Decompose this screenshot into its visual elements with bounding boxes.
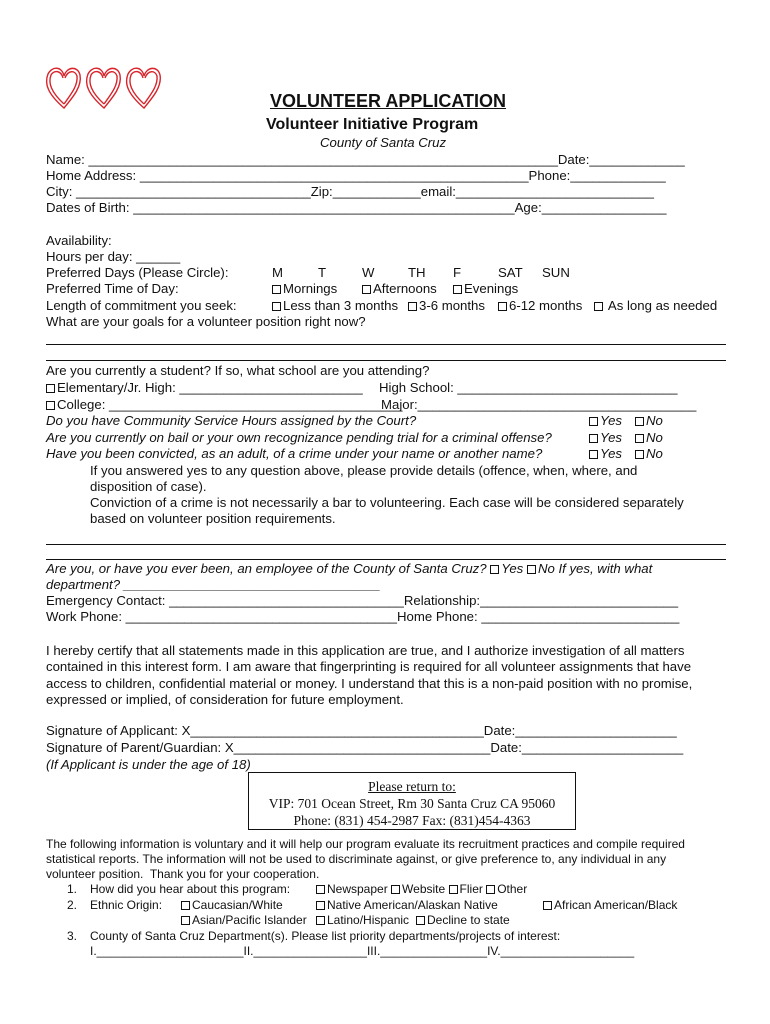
checkbox[interactable] [46, 401, 55, 410]
checkbox[interactable] [181, 916, 190, 925]
parent-signature-field[interactable]: Signature of Parent/Guardian: X___________________________________Date:______________________ [46, 740, 684, 755]
certify-line-1: I hereby certify that all statements made in this application are true, and I authorize investigation of all matters [46, 643, 685, 658]
certify-line-3: access to children, confidential material or money. I understand that this is a non-paid position with no promise, [46, 676, 693, 691]
q1-number: 1. [67, 882, 78, 896]
details-line-1[interactable] [46, 544, 726, 545]
commitment-long[interactable]: As long as needed [594, 298, 717, 314]
applicant-signature-field[interactable]: Signature of Applicant: X________________________________________Date:______________________ [46, 723, 677, 738]
bail-yes[interactable]: Yes [589, 430, 622, 446]
checkbox[interactable] [498, 302, 507, 311]
details-line-2[interactable] [46, 559, 726, 560]
checkbox[interactable] [589, 417, 598, 426]
department-field[interactable]: department? ___________________________________ [46, 577, 381, 592]
checkbox[interactable] [527, 565, 536, 574]
checkbox[interactable] [316, 885, 325, 894]
county-label: County of Santa Cruz [320, 135, 447, 150]
checkbox[interactable] [594, 302, 603, 311]
preferred-days-label: Preferred Days (Please Circle): [46, 265, 229, 280]
checkbox[interactable] [635, 434, 644, 443]
checkbox[interactable] [589, 450, 598, 459]
day-th[interactable]: TH [408, 265, 426, 280]
q3-number: 3. [67, 929, 78, 943]
checkbox[interactable] [635, 417, 644, 426]
bail-no[interactable]: No [635, 430, 663, 446]
time-mornings[interactable]: Mornings [272, 281, 337, 297]
ethnic-decline[interactable]: Decline to state [416, 913, 510, 928]
page-title: VOLUNTEER APPLICATION [270, 91, 507, 111]
ethnic-latino[interactable]: Latino/Hispanic [316, 913, 409, 928]
community-service-no[interactable]: No [635, 413, 663, 429]
q1-label: How did you hear about this program: [90, 882, 291, 896]
conviction-note-1: Conviction of a crime is not necessarily a bar to volunteering. Each case will be considered separately [90, 495, 684, 510]
page-subtitle: Volunteer Initiative Program [266, 116, 479, 133]
checkbox[interactable] [490, 565, 499, 574]
return-heading: Please return to: [368, 779, 456, 794]
q2-number: 2. [67, 898, 78, 912]
checkbox[interactable] [635, 450, 644, 459]
ethnic-asian[interactable]: Asian/Pacific Islander [181, 913, 307, 928]
checkbox[interactable] [449, 885, 458, 894]
checkbox[interactable] [589, 434, 598, 443]
age-note: (If Applicant is under the age of 18) [46, 757, 251, 772]
day-f[interactable]: F [453, 265, 462, 280]
details-instruction-1: If you answered yes to any question above, please provide details (offence, when, where, and [90, 463, 638, 478]
name-date-field[interactable]: Name: ________________________________________________________________Date:_____________ [46, 152, 685, 167]
return-address-box [248, 772, 576, 830]
high-school-field[interactable]: High School: ______________________________ [379, 380, 678, 395]
checkbox[interactable] [272, 302, 281, 311]
checkbox[interactable] [453, 285, 462, 294]
convicted-question: Have you been convicted, as an adult, of a crime under your name or another name? [46, 446, 543, 461]
preferred-time-label: Preferred Time of Day: [46, 281, 179, 296]
commitment-3-6[interactable]: 3-6 months [408, 298, 485, 314]
convicted-yes[interactable]: Yes [589, 446, 622, 462]
bail-question: Are you currently on bail or your own recognizance pending trial for a criminal offense? [46, 430, 552, 445]
return-phone: Phone: (831) 454-2987 Fax: (831)454-4363 [293, 813, 531, 828]
dob-age-field[interactable]: Dates of Birth: ____________________________________________________Age:_________________ [46, 200, 667, 215]
ethnic-native-american[interactable]: Native American/Alaskan Native [316, 898, 498, 913]
checkbox[interactable] [46, 384, 55, 393]
work-phone-field[interactable]: Work Phone: _____________________________________Home Phone: ___________________________ [46, 609, 680, 624]
certify-line-2: contained in this interest form. I am aware that fingerprinting is required for all volunteer assignments that have [46, 659, 692, 674]
community-service-yes[interactable]: Yes [589, 413, 622, 429]
day-sat[interactable]: SAT [498, 265, 523, 280]
employee-question: Are you, or have you ever been, an employee of the County of Santa Cruz? Yes No If yes, with what [46, 561, 653, 576]
day-m[interactable]: M [272, 265, 283, 280]
details-instruction-2: disposition of case). [90, 479, 207, 494]
checkbox[interactable] [316, 901, 325, 910]
elementary-field[interactable]: Elementary/Jr. High: _________________________ [46, 380, 363, 396]
commitment-6-12[interactable]: 6-12 months [498, 298, 582, 314]
emergency-contact-field[interactable]: Emergency Contact: ________________________________Relationship:___________________________ [46, 593, 679, 608]
time-afternoons[interactable]: Afternoons [362, 281, 437, 297]
return-address: VIP: 701 Ocean Street, Rm 30 Santa Cruz CA 95060 [268, 796, 556, 811]
department-priority-fields[interactable]: I.______________________II._________________III.________________IV.____________________ [90, 944, 635, 958]
checkbox[interactable] [416, 916, 425, 925]
conviction-note-2: based on volunteer position requirements. [90, 511, 336, 526]
goals-line-2[interactable] [46, 360, 726, 361]
availability-label: Availability: [46, 233, 112, 248]
ethnic-caucasian[interactable]: Caucasian/White [181, 898, 283, 913]
checkbox[interactable] [181, 901, 190, 910]
checkbox[interactable] [316, 916, 325, 925]
goals-line-1[interactable] [46, 344, 726, 345]
ethnic-african-american[interactable]: African American/Black [543, 898, 677, 913]
commitment-less-3[interactable]: Less than 3 months [272, 298, 398, 314]
certify-line-4: expressed or implied, of consideration for future employment. [46, 692, 404, 707]
q1-options: Newspaper Website Flier Other [316, 882, 527, 897]
voluntary-intro-2: statistical reports. The information will not be used to discriminate against, or give preference to, any individual in any [46, 852, 667, 866]
community-service-question: Do you have Community Service Hours assigned by the Court? [46, 413, 417, 428]
day-sun[interactable]: SUN [542, 265, 570, 280]
goals-question: What are your goals for a volunteer position right now? [46, 314, 366, 329]
q3-label: County of Santa Cruz Department(s). Please list priority departments/projects of interest: [90, 929, 561, 943]
checkbox[interactable] [272, 285, 281, 294]
college-field[interactable]: College: ________________________________________ [46, 397, 402, 413]
time-evenings[interactable]: Evenings [453, 281, 518, 297]
major-field[interactable]: Major:______________________________________ [381, 397, 697, 412]
day-w[interactable]: W [362, 265, 375, 280]
checkbox[interactable] [486, 885, 495, 894]
checkbox[interactable] [362, 285, 371, 294]
hours-per-day-field[interactable]: Hours per day: ______ [46, 249, 181, 264]
hearts-logo [42, 62, 168, 112]
checkbox[interactable] [543, 901, 552, 910]
voluntary-intro-1: The following information is voluntary and it will help our program evaluate its recruitment practices and compile required [46, 837, 685, 851]
city-zip-email-field[interactable]: City: ________________________________Zip:____________email:___________________________ [46, 184, 654, 199]
commitment-label: Length of commitment you seek: [46, 298, 237, 313]
student-question: Are you currently a student? If so, what school are you attending? [46, 363, 430, 378]
voluntary-intro-3: volunteer position. Thank you for your cooperation. [46, 867, 320, 881]
convicted-no[interactable]: No [635, 446, 663, 462]
address-phone-field[interactable]: Home Address: _____________________________________________________Phone:_____________ [46, 168, 666, 183]
q2-label: Ethnic Origin: [90, 898, 163, 912]
checkbox[interactable] [408, 302, 417, 311]
checkbox[interactable] [391, 885, 400, 894]
day-t[interactable]: T [318, 265, 327, 280]
